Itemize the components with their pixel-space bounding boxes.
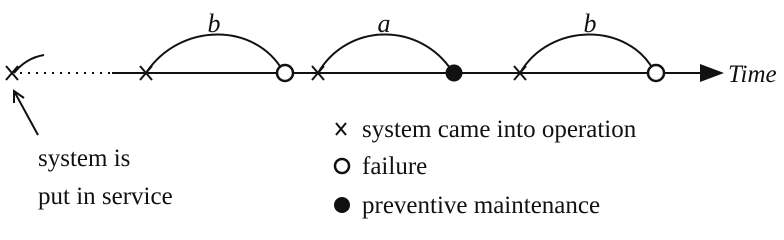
axis-label: Time xyxy=(728,61,777,88)
maintenance-marker-1 xyxy=(446,65,463,82)
arc-2-label: a xyxy=(377,9,391,38)
legend-label-failure: failure xyxy=(362,153,428,180)
arc-1-label: b xyxy=(207,9,221,38)
start-pointer-arrow xyxy=(14,91,38,135)
start-arc-fragment xyxy=(14,55,44,73)
start-note-line-1: system is xyxy=(38,145,131,172)
legend xyxy=(334,116,637,219)
legend-open-circle-icon xyxy=(335,159,349,173)
start-cross-marker xyxy=(6,66,18,80)
arc-3 xyxy=(520,34,654,73)
failure-marker-2 xyxy=(648,65,664,81)
failure-marker-1 xyxy=(277,65,293,81)
axis-arrowhead xyxy=(700,64,724,82)
arc-1 xyxy=(146,34,283,73)
legend-label-maintenance: preventive maintenance xyxy=(362,192,601,219)
arc-3-label: b xyxy=(583,9,597,38)
arc-2 xyxy=(318,34,452,73)
legend-cross-icon xyxy=(336,123,346,135)
legend-label-operation: system came into operation xyxy=(362,116,637,143)
start-note-line-2: put in service xyxy=(38,183,173,210)
legend-filled-circle-icon xyxy=(334,197,350,213)
